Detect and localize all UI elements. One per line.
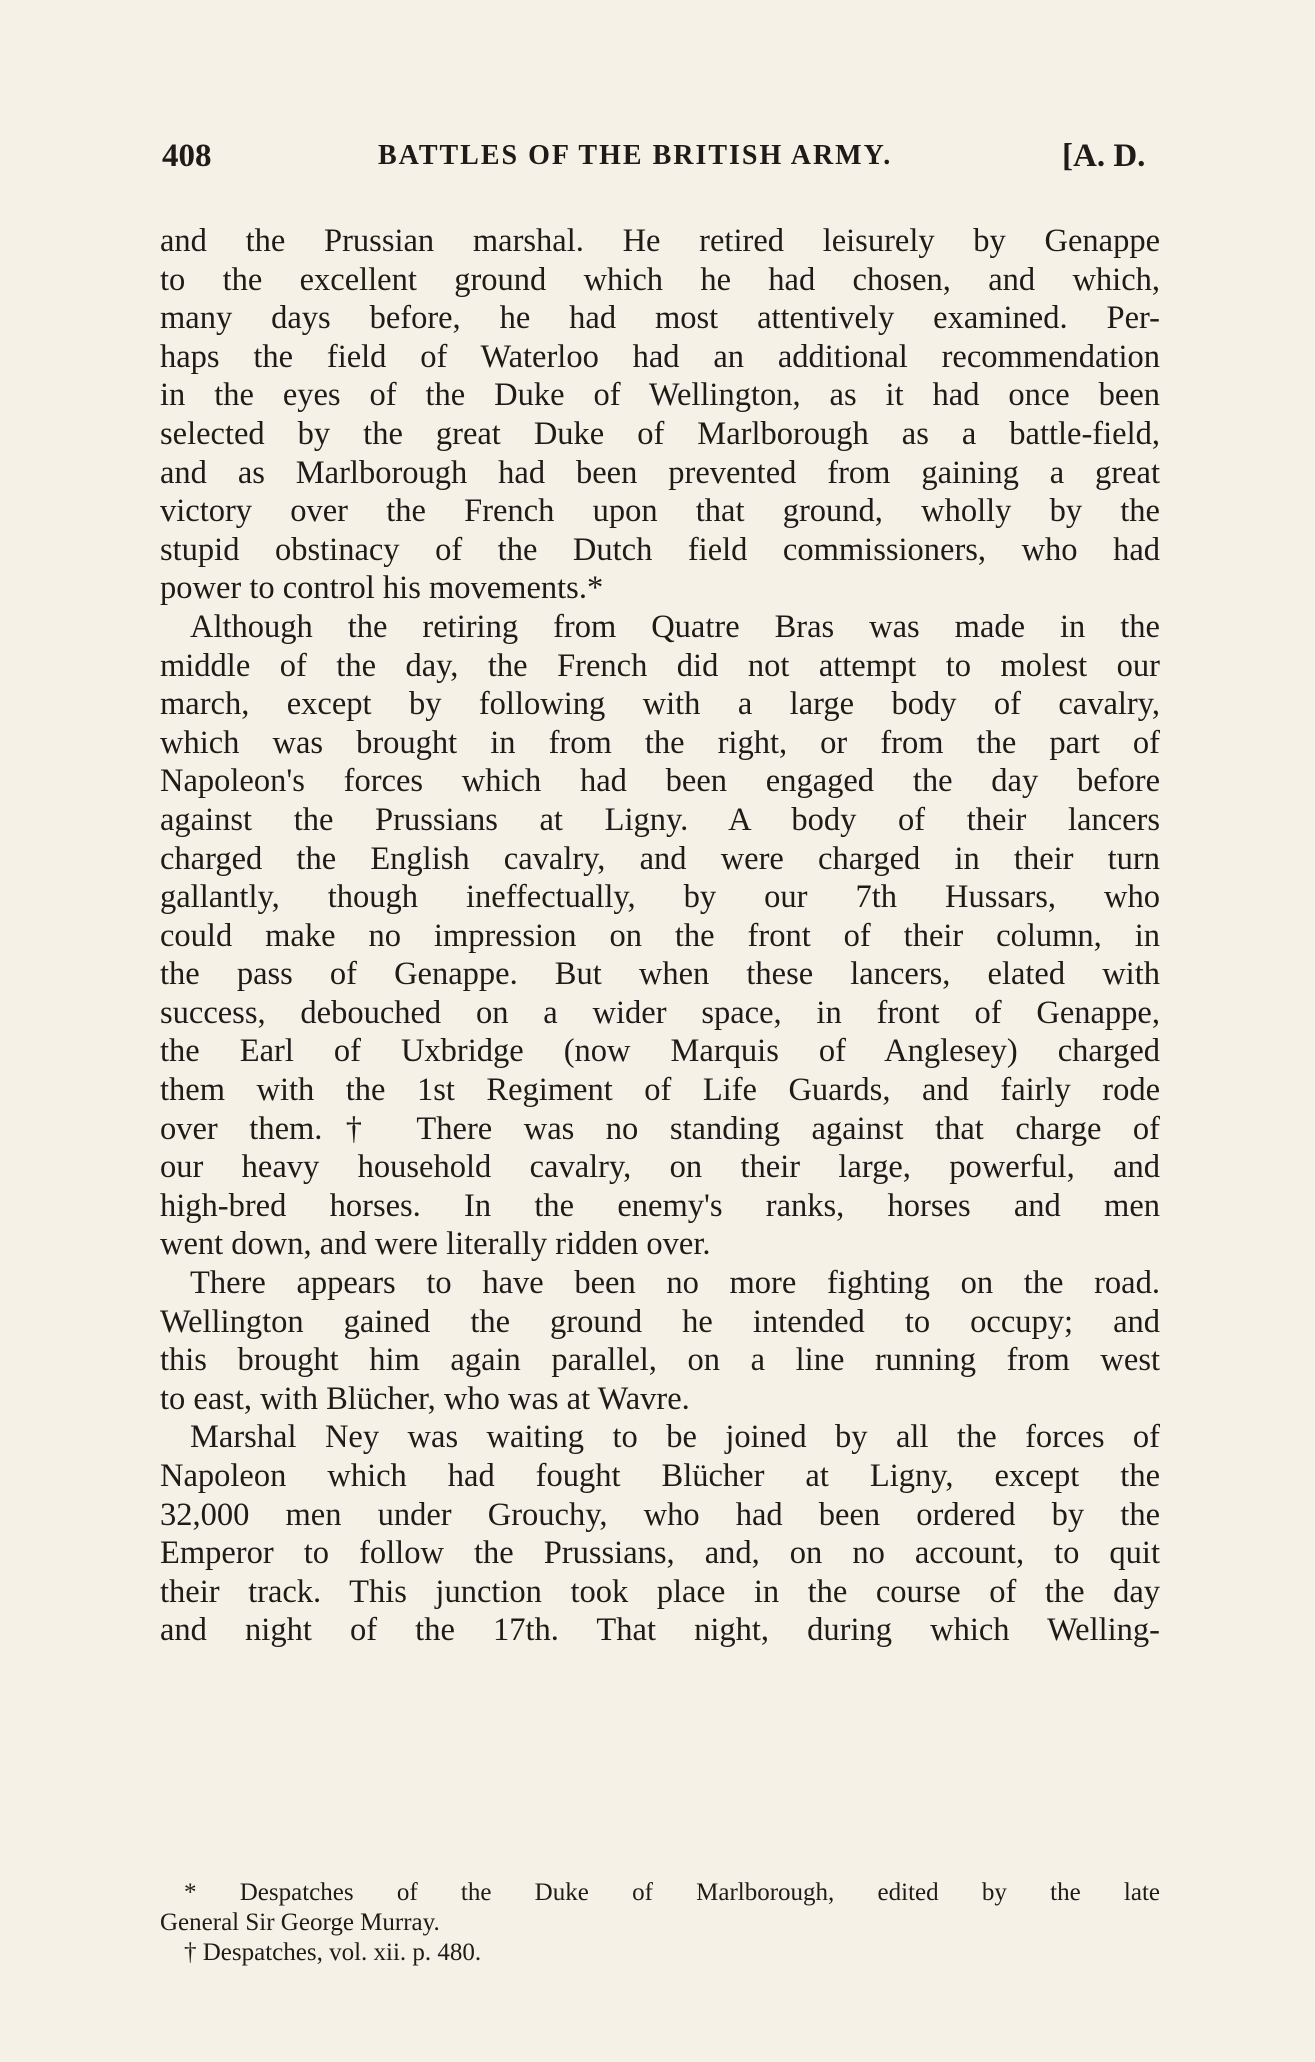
text-line: which was brought in from the right, or from the part of (160, 724, 1160, 761)
page-number: 408 (162, 138, 212, 174)
text-line: Marshal Ney was waiting to be joined by all the forces of (190, 1419, 1160, 1456)
text-line: many days before, he had most attentively examined. Per- (160, 300, 1160, 337)
text-line: march, except by following with a large body of cavalry, (160, 686, 1160, 723)
text-line: middle of the day, the French did not attempt to molest our (160, 647, 1160, 684)
text-line: Wellington gained the ground he intended to occupy; and (160, 1303, 1160, 1340)
running-title: BATTLES OF THE BRITISH ARMY. (378, 140, 893, 171)
date-marker: [A. D. (1062, 138, 1146, 174)
text-line: them with the 1st Regiment of Life Guards, and fairly rode (160, 1072, 1160, 1109)
text-line: Emperor to follow the Prussians, and, on no account, to quit (160, 1535, 1160, 1572)
text-line: went down, and were literally ridden over. (160, 1226, 711, 1263)
text-line: Napoleon's forces which had been engaged the day before (160, 763, 1160, 800)
text-line: to the excellent ground which he had chosen, and which, (160, 261, 1160, 298)
text-line: 32,000 men under Grouchy, who had been ordered by the (160, 1496, 1160, 1533)
text-line: charged the English cavalry, and were charged in their turn (160, 840, 1160, 877)
text-line: and night of the 17th. That night, during which Welling- (160, 1612, 1160, 1649)
text-line: the Earl of Uxbridge (now Marquis of Anglesey) charged (160, 1033, 1160, 1070)
text-line: to east, with Blücher, who was at Wavre. (160, 1380, 690, 1417)
text-line: the pass of Genappe. But when these lancers, elated with (160, 956, 1160, 993)
text-line: their track. This junction took place in the course of the day (160, 1573, 1160, 1610)
text-line: power to control his movements.* (160, 570, 604, 607)
text-line: against the Prussians at Ligny. A body of their lancers (160, 801, 1160, 838)
footnotes (160, 1878, 1160, 1968)
footnote-line: † Despatches, vol. xii. p. 480. (184, 1939, 482, 1966)
text-line: victory over the French upon that ground, wholly by the (160, 493, 1160, 530)
body-text (160, 222, 1160, 1650)
text-line: success, debouched on a wider space, in front of Genappe, (160, 994, 1160, 1031)
text-line: over them.† There was no standing against that charge of (160, 1110, 1160, 1147)
text-line: in the eyes of the Duke of Wellington, as it had once been (160, 377, 1160, 414)
text-line: haps the field of Waterloo had an additional recommendation (160, 338, 1160, 375)
text-line: high-bred horses. In the enemy's ranks, horses and men (160, 1187, 1160, 1224)
text-line: gallantly, though ineffectually, by our 7th Hussars, who (160, 879, 1160, 916)
footnote-line: General Sir George Murray. (160, 1909, 440, 1936)
text-line: our heavy household cavalry, on their large, powerful, and (160, 1149, 1160, 1186)
text-line: and the Prussian marshal. He retired leisurely by Genappe (160, 223, 1160, 259)
text-line: stupid obstinacy of the Dutch field commissioners, who had (160, 531, 1160, 568)
text-line: selected by the great Duke of Marlborough as a battle-field, (160, 415, 1160, 452)
text-line: Napoleon which had fought Blücher at Ligny, except the (160, 1458, 1160, 1494)
footnote-line: * Despatches of the Duke of Marlborough, edited by the late (184, 1879, 1160, 1906)
text-line: could make no impression on the front of their column, in (160, 917, 1160, 954)
text-line: There appears to have been no more fighting on the road. (190, 1265, 1160, 1302)
page-header (162, 138, 1162, 182)
text-line: this brought him again parallel, on a line running from west (160, 1342, 1160, 1379)
text-line: Although the retiring from Quatre Bras was made in the (190, 608, 1160, 645)
text-line: and as Marlborough had been prevented from gaining a great (160, 454, 1160, 491)
